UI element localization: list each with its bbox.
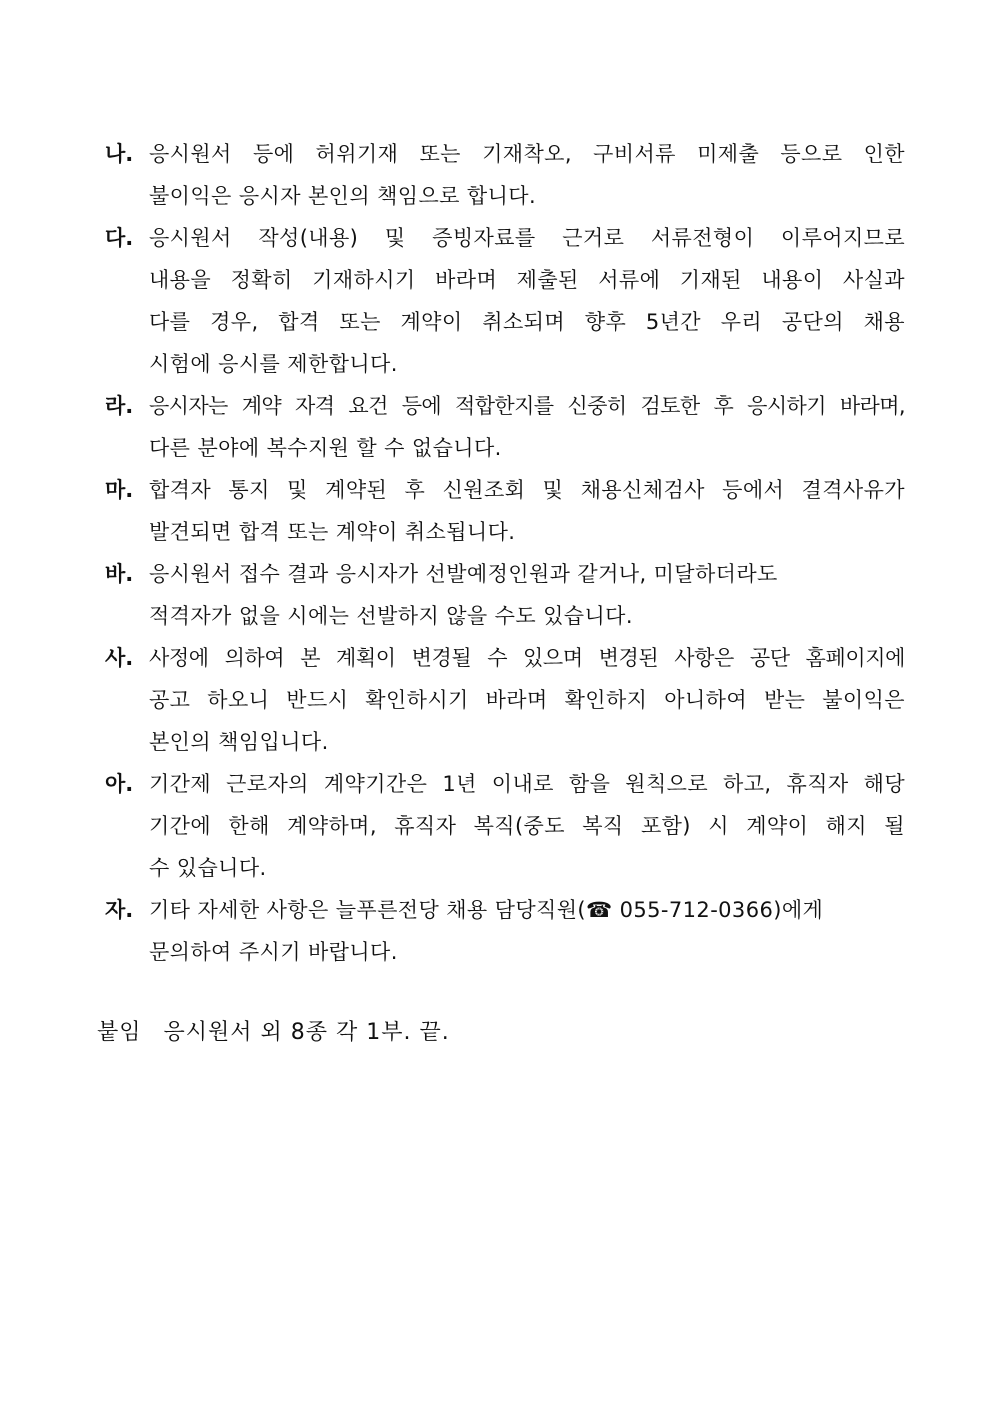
item-line: 합격자 통지 및 계약된 후 신원조회 및 채용신체검사 등에서 결격사유가 [149, 478, 905, 502]
item-line: 시험에 응시를 제한합니다. [149, 352, 398, 376]
item-marker: 사. [105, 646, 134, 670]
item-line: 응시원서 작성(내용) 및 증빙자료를 근거로 서류전형이 이루어지므로 [149, 226, 905, 250]
item-line: 다를 경우, 합격 또는 계약이 취소되며 향후 5년간 우리 공단의 채용 [149, 310, 905, 334]
item-line: 불이익은 응시자 본인의 책임으로 합니다. [149, 184, 537, 208]
notice-item-ba [105, 553, 905, 637]
item-line: 수 있습니다. [149, 856, 267, 880]
item-line: 응시자는 계약 자격 요건 등에 적합한지를 신중히 검토한 후 응시하기 바라며, [149, 394, 905, 418]
attachment-line [97, 1012, 450, 1054]
contact-line [149, 889, 905, 931]
telephone-icon: ☎ [586, 898, 613, 922]
notice-item-na [105, 133, 905, 217]
notice-item-ja [105, 889, 905, 973]
item-marker: 다. [105, 226, 134, 250]
item-marker: 아. [105, 772, 134, 796]
contact-text: 기타 자세한 사항은 늘푸른전당 채용 담당직원( [149, 898, 587, 922]
attachment-text: 응시원서 외 8종 각 1부. 끝. [163, 1020, 450, 1045]
item-line: 기간에 한해 계약하며, 휴직자 복직(중도 복직 포함) 시 계약이 해지 될 [149, 814, 905, 838]
item-line: 사정에 의하여 본 계획이 변경될 수 있으며 변경된 사항은 공단 홈페이지에 [149, 646, 905, 670]
item-marker: 바. [105, 562, 134, 586]
attachment-label: 붙임 [97, 1020, 142, 1045]
notice-item-ra [105, 385, 905, 469]
item-line: 응시원서 등에 허위기재 또는 기재착오, 구비서류 미제출 등으로 인한 [149, 142, 905, 166]
notice-item-sa [105, 637, 905, 763]
item-line: 응시원서 접수 결과 응시자가 선발예정인원과 같거나, 미달하더라도 [149, 562, 778, 586]
item-marker: 자. [105, 898, 134, 922]
item-marker: 마. [105, 478, 134, 502]
notice-item-ma [105, 469, 905, 553]
notice-item-da [105, 217, 905, 385]
item-line: 기간제 근로자의 계약기간은 1년 이내로 함을 원칙으로 하고, 휴직자 해당 [149, 772, 905, 796]
item-line: 본인의 책임입니다. [149, 730, 329, 754]
item-line: 다른 분야에 복수지원 할 수 없습니다. [149, 436, 502, 460]
item-line: 내용을 정확히 기재하시기 바라며 제출된 서류에 기재된 내용이 사실과 [149, 268, 905, 292]
notice-list [105, 133, 905, 973]
item-line: 공고 하오니 반드시 확인하시기 바라며 확인하지 아니하여 받는 불이익은 [149, 688, 905, 712]
item-marker: 라. [105, 394, 134, 418]
item-line: 적격자가 없을 시에는 선발하지 않을 수도 있습니다. [149, 604, 633, 628]
contact-text-end: 에게 [781, 898, 824, 922]
phone-number: 055-712-0366) [612, 898, 782, 922]
item-line: 문의하여 주시기 바랍니다. [149, 940, 398, 964]
item-line: 발견되면 합격 또는 계약이 취소됩니다. [149, 520, 516, 544]
notice-item-a [105, 763, 905, 889]
item-marker: 나. [105, 142, 134, 166]
